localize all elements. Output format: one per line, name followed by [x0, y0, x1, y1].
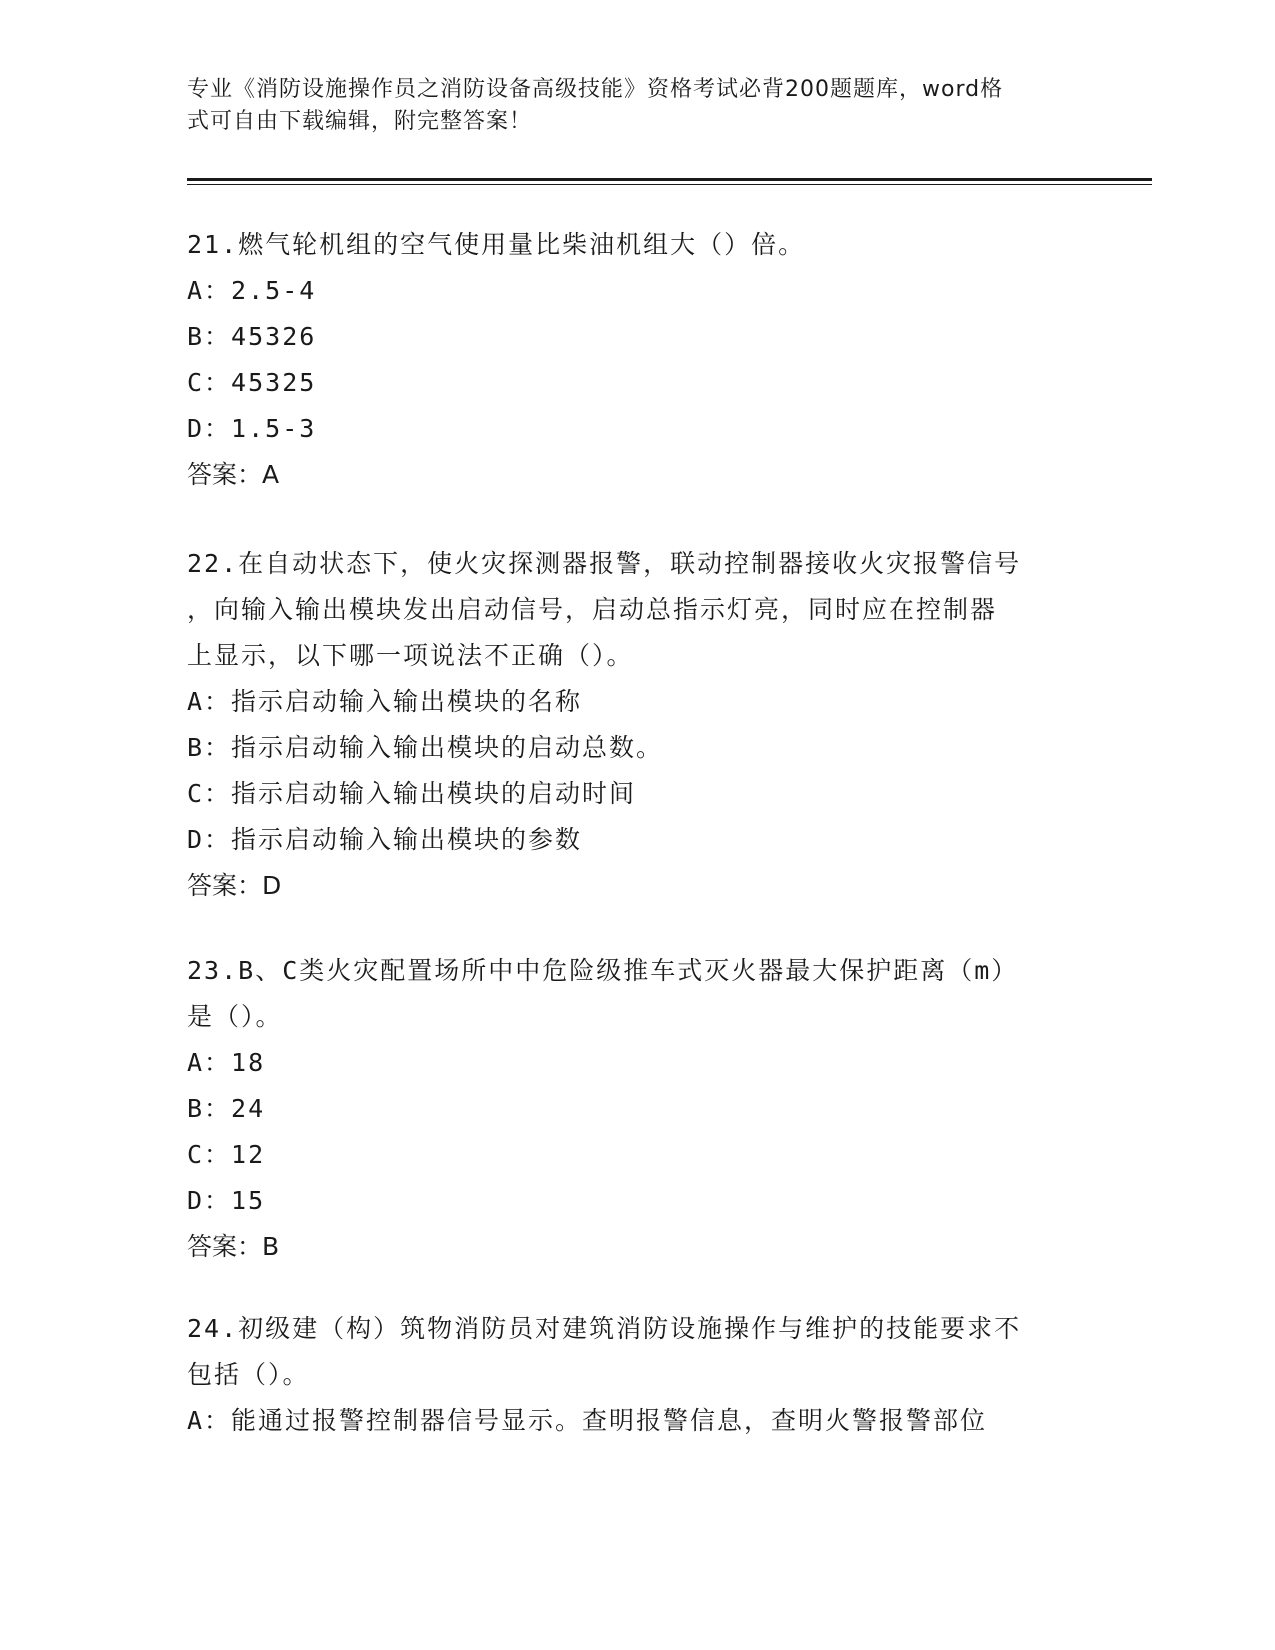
question-23	[187, 948, 1087, 1270]
answer-label: 答案：B	[187, 1232, 280, 1261]
option-a: A：2.5-4	[187, 276, 317, 305]
option-a: A：指示启动输入输出模块的名称	[187, 687, 583, 716]
question-24	[187, 1306, 1087, 1444]
option-c: C：指示启动输入输出模块的启动时间	[187, 779, 637, 808]
option-d: D：1.5-3	[187, 414, 317, 443]
option-b: B：45326	[187, 322, 317, 351]
question-stem: 21.燃气轮机组的空气使用量比柴油机组大（）倍。	[187, 230, 806, 259]
header-line-1: 专业《消防设施操作员之消防设备高级技能》资格考试必背200题题库，word格	[187, 77, 1004, 102]
question-21	[187, 222, 1087, 498]
answer-label: 答案：A	[187, 460, 280, 489]
option-b: B：24	[187, 1094, 266, 1123]
question-22	[187, 541, 1087, 909]
question-stem: 23.B、C类火灾配置场所中中危险级推车式灭火器最大保护距离（m） 是（）。	[187, 956, 1019, 1031]
header-divider-thick	[187, 178, 1152, 181]
header-divider-thin	[187, 184, 1152, 185]
option-a: A：能通过报警控制器信号显示。查明报警信息，查明火警报警部位	[187, 1406, 988, 1435]
option-d: D：指示启动输入输出模块的参数	[187, 825, 583, 854]
question-stem: 24.初级建（构）筑物消防员对建筑消防设施操作与维护的技能要求不 包括（）。	[187, 1314, 1022, 1389]
option-c: C：12	[187, 1140, 266, 1169]
document-header	[187, 74, 1067, 138]
option-d: D：15	[187, 1186, 266, 1215]
header-line-2: 式可自由下载编辑，附完整答案！	[187, 109, 533, 134]
option-a: A：18	[187, 1048, 266, 1077]
option-c: C：45325	[187, 368, 317, 397]
answer-label: 答案：D	[187, 871, 282, 900]
question-stem: 22.在自动状态下，使火灾探测器报警，联动控制器接收火灾报警信号 ，向输入输出模块发出启动信号，启动总指示灯亮，同时应在控制器 上显示，以下哪一项说法不正确（）。	[187, 549, 1022, 670]
option-b: B：指示启动输入输出模块的启动总数。	[187, 733, 664, 762]
